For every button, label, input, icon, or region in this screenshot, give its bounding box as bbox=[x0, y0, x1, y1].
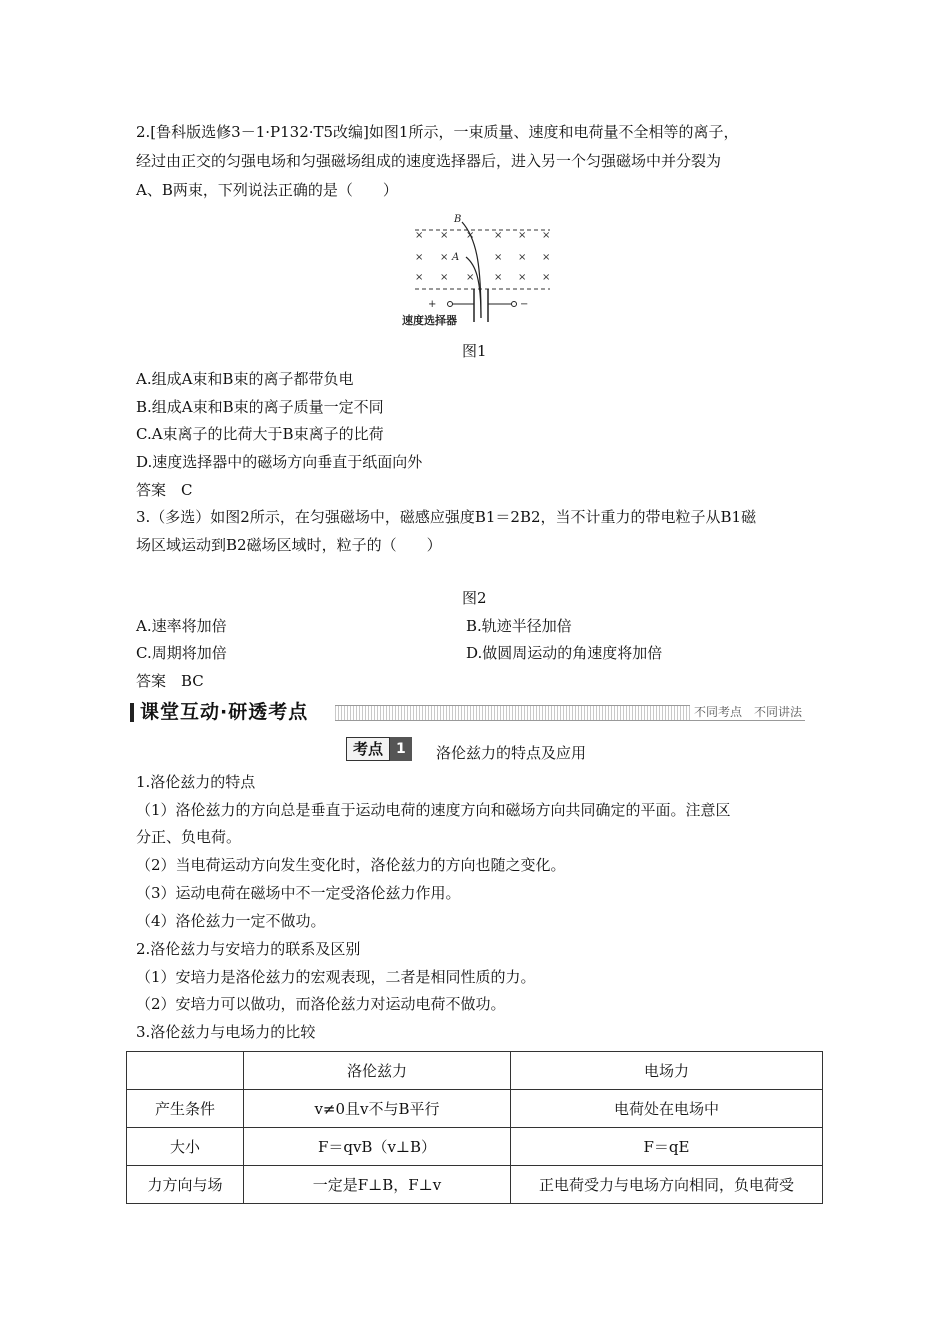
svg-text:×: × bbox=[518, 230, 527, 241]
section3-heading: 3.洛伦兹力与电场力的比较 bbox=[136, 1023, 316, 1041]
svg-text:×: × bbox=[415, 230, 424, 241]
svg-text:×: × bbox=[494, 252, 503, 263]
q2-answer: 答案 C bbox=[136, 481, 193, 499]
table-cell: 产生条件 bbox=[127, 1090, 244, 1128]
svg-text:×: × bbox=[466, 272, 475, 283]
table-header-cell bbox=[127, 1052, 244, 1090]
q3-option-a: A.速率将加倍 bbox=[136, 617, 227, 635]
figure-1-caption: 图1 bbox=[462, 342, 487, 360]
table-header-row bbox=[127, 1052, 823, 1090]
banner-title: 课堂互动·研透考点 bbox=[140, 701, 309, 723]
svg-text:×: × bbox=[494, 230, 503, 241]
table-cell: 大小 bbox=[127, 1128, 244, 1166]
section2-heading: 2.洛伦兹力与安培力的联系及区别 bbox=[136, 940, 361, 958]
table-header-cell: 电场力 bbox=[511, 1052, 823, 1090]
table-cell: F＝qvB（v⊥B） bbox=[244, 1128, 511, 1166]
q3-option-c: C.周期将加倍 bbox=[136, 644, 227, 662]
q2-line-1: 2.[鲁科版选修3－1·P132·T5改编]如图1所示，一束质量、速度和电荷量不全相等的离子， bbox=[136, 123, 739, 141]
svg-text:×: × bbox=[415, 252, 424, 263]
table-cell: 力方向与场 bbox=[127, 1166, 244, 1204]
section2-p1: （1）安培力是洛伦兹力的宏观表现，二者是相同性质的力。 bbox=[136, 968, 536, 986]
section2-p2: （2）安培力可以做功，而洛伦兹力对运动电荷不做功。 bbox=[136, 995, 506, 1013]
figure-1-inner-caption: 速度选择器 bbox=[402, 314, 457, 327]
q2-option-c: C.A束离子的比荷大于B束离子的比荷 bbox=[136, 425, 384, 443]
kaodian-label: 考点 bbox=[346, 737, 390, 761]
table-header-cell: 洛伦兹力 bbox=[244, 1052, 511, 1090]
svg-text:×: × bbox=[542, 272, 551, 283]
table-cell: 电荷处在电场中 bbox=[511, 1090, 823, 1128]
q3-line-2: 场区域运动到B2磁场区域时，粒子的（ ） bbox=[136, 536, 442, 554]
banner-right-text: 不同考点 不同讲法 bbox=[690, 704, 806, 720]
table-row bbox=[127, 1090, 823, 1128]
section-banner bbox=[130, 700, 810, 724]
svg-text:×: × bbox=[415, 272, 424, 283]
section1-p3: （3）运动电荷在磁场中不一定受洛伦兹力作用。 bbox=[136, 884, 461, 902]
table-row bbox=[127, 1166, 823, 1204]
figure-1-label-a: A bbox=[452, 252, 460, 263]
svg-text:×: × bbox=[542, 252, 551, 263]
figure-1-plus: + bbox=[428, 299, 437, 310]
kaodian-number: 1 bbox=[390, 737, 412, 761]
comparison-table bbox=[126, 1051, 823, 1204]
svg-text:×: × bbox=[518, 272, 527, 283]
section1-p1b: 分正、负电荷。 bbox=[136, 828, 242, 846]
section1-p4: （4）洛伦兹力一定不做功。 bbox=[136, 912, 326, 930]
figure-1-label-b: B bbox=[454, 214, 462, 225]
figure-2-caption: 图2 bbox=[462, 589, 487, 607]
svg-text:×: × bbox=[440, 230, 449, 241]
q2-line-3: A、B两束，下列说法正确的是（ ） bbox=[136, 181, 398, 199]
q2-option-b: B.组成A束和B束的离子质量一定不同 bbox=[136, 398, 384, 416]
table-cell: F＝qE bbox=[511, 1128, 823, 1166]
svg-text:×: × bbox=[440, 272, 449, 283]
svg-text:×: × bbox=[440, 252, 449, 263]
q3-option-d: D.做圆周运动的角速度将加倍 bbox=[466, 644, 663, 662]
section1-p1a: （1）洛伦兹力的方向总是垂直于运动电荷的速度方向和磁场方向共同确定的平面。注意区 bbox=[136, 801, 731, 819]
table-cell: 一定是F⊥B，F⊥v bbox=[244, 1166, 511, 1204]
q2-option-d: D.速度选择器中的磁场方向垂直于纸面向外 bbox=[136, 453, 423, 471]
figure-1-minus: − bbox=[520, 299, 529, 310]
q2-option-a: A.组成A束和B束的离子都带负电 bbox=[136, 370, 354, 388]
banner-bar bbox=[130, 703, 134, 722]
section1-heading: 1.洛伦兹力的特点 bbox=[136, 773, 256, 791]
table-row bbox=[127, 1128, 823, 1166]
svg-text:×: × bbox=[494, 272, 503, 283]
table-cell: v≠0且v不与B平行 bbox=[244, 1090, 511, 1128]
figure-1-velocity-selector bbox=[400, 210, 560, 332]
q3-line-1: 3.（多选）如图2所示，在匀强磁场中，磁感应强度B1＝2B2，当不计重力的带电粒子从B1磁 bbox=[136, 508, 757, 526]
kaodian-title: 洛伦兹力的特点及应用 bbox=[436, 744, 587, 762]
svg-text:×: × bbox=[518, 252, 527, 263]
svg-text:×: × bbox=[542, 230, 551, 241]
table-cell: 正电荷受力与电场方向相同，负电荷受 bbox=[511, 1166, 823, 1204]
q2-line-2: 经过由正交的匀强电场和匀强磁场组成的速度选择器后，进入另一个匀强磁场中并分裂为 bbox=[136, 152, 722, 170]
q3-option-b: B.轨迹半径加倍 bbox=[466, 617, 572, 635]
svg-text:×: × bbox=[466, 230, 475, 241]
kaodian-badge bbox=[346, 737, 412, 761]
q3-answer: 答案 BC bbox=[136, 672, 204, 690]
section1-p2: （2）当电荷运动方向发生变化时，洛伦兹力的方向也随之变化。 bbox=[136, 856, 566, 874]
